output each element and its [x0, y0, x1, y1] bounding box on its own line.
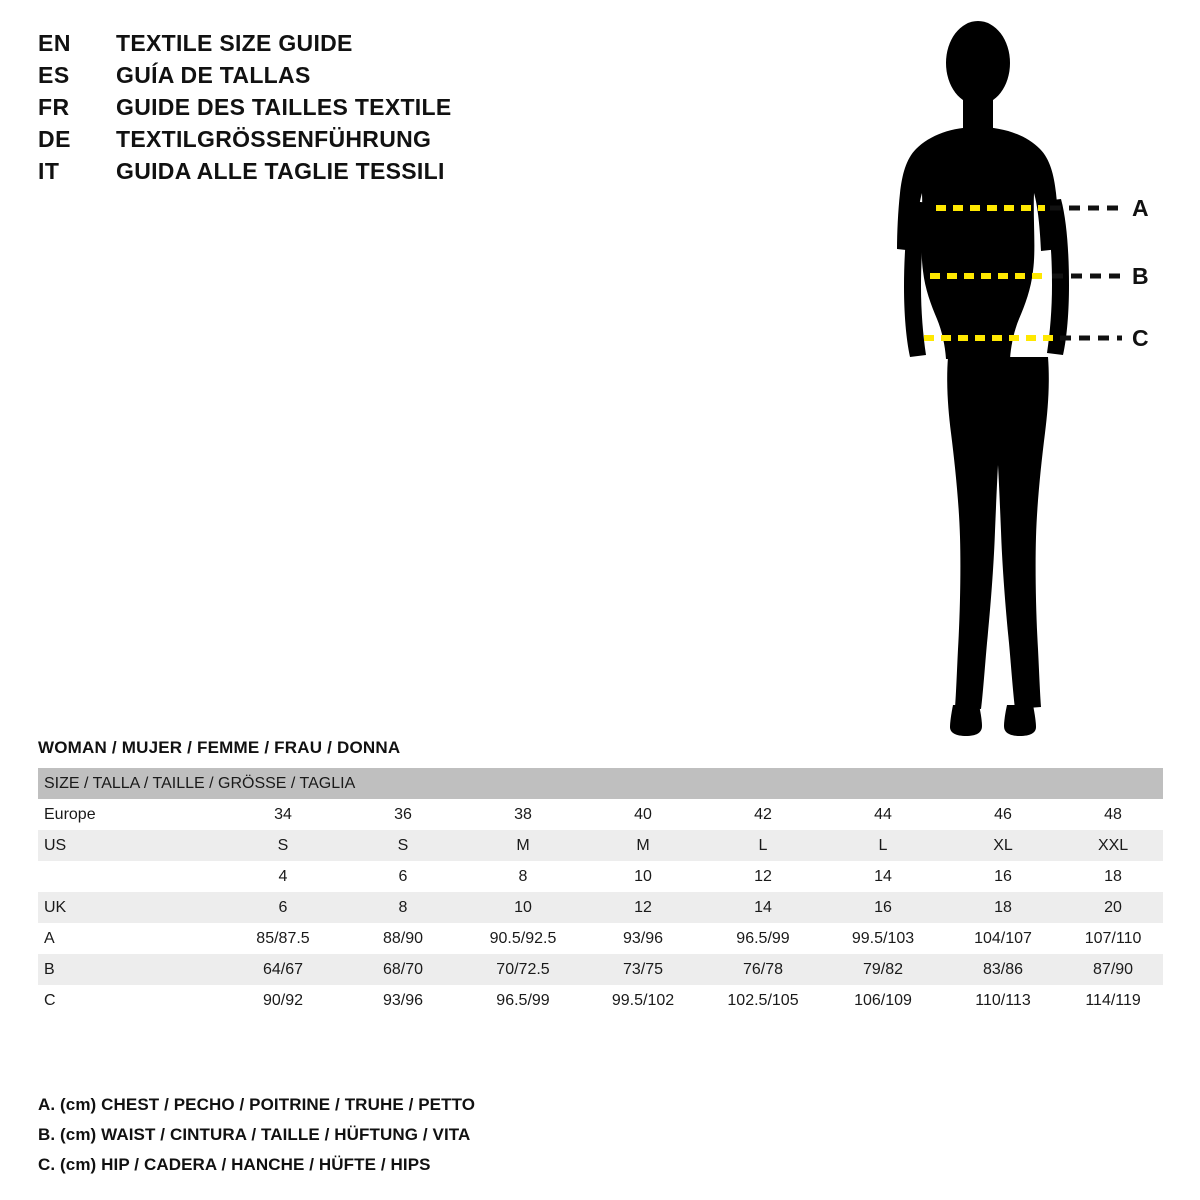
cell: 102.5/105	[703, 985, 823, 1016]
cell: 85/87.5	[223, 923, 343, 954]
cell: 8	[343, 892, 463, 923]
female-silhouette-icon	[860, 15, 1190, 745]
title-text-es: GUÍA DE TALLAS	[116, 62, 311, 88]
section-heading-woman: WOMAN / MUJER / FEMME / FRAU / DONNA	[38, 738, 401, 757]
cell: 64/67	[223, 954, 343, 985]
cell: 16	[943, 861, 1063, 892]
cell: 20	[1063, 892, 1163, 923]
table-row	[38, 923, 1163, 954]
title-row-fr	[38, 94, 678, 126]
cell: 36	[343, 799, 463, 830]
cell: M	[583, 830, 703, 861]
cell: S	[223, 830, 343, 861]
title-row-en	[38, 30, 678, 62]
table-row	[38, 799, 1163, 830]
cell: S	[343, 830, 463, 861]
size-table	[38, 768, 1163, 1016]
title-row-it	[38, 158, 678, 190]
table-row	[38, 892, 1163, 923]
cell: 106/109	[823, 985, 943, 1016]
cell: 76/78	[703, 954, 823, 985]
cell: XXL	[1063, 830, 1163, 861]
cell: 90/92	[223, 985, 343, 1016]
cell: 104/107	[943, 923, 1063, 954]
legend-line-c: C. (cm) HIP / CADERA / HANCHE / HÜFTE / HIPS	[38, 1155, 431, 1174]
legend-line-b: B. (cm) WAIST / CINTURA / TAILLE / HÜFTUNG / VITA	[38, 1125, 471, 1144]
table-row	[38, 954, 1163, 985]
cell: 14	[823, 861, 943, 892]
cell: 6	[343, 861, 463, 892]
row-label-b: B	[38, 954, 223, 985]
title-row-de	[38, 126, 678, 158]
size-table-section	[38, 738, 1163, 1016]
cell: 93/96	[343, 985, 463, 1016]
measure-label-c: C	[1132, 325, 1149, 351]
cell: 4	[223, 861, 343, 892]
language-code-es: ES	[38, 62, 70, 88]
language-code-fr: FR	[38, 94, 70, 120]
cell: 18	[943, 892, 1063, 923]
cell: 6	[223, 892, 343, 923]
cell: 93/96	[583, 923, 703, 954]
row-label-europe: Europe	[38, 799, 223, 830]
cell: L	[703, 830, 823, 861]
measure-label-a: A	[1132, 195, 1149, 221]
cell: 70/72.5	[463, 954, 583, 985]
language-code-en: EN	[38, 30, 71, 56]
cell: 96.5/99	[463, 985, 583, 1016]
cell: 18	[1063, 861, 1163, 892]
row-label-a: A	[38, 923, 223, 954]
cell: 42	[703, 799, 823, 830]
cell: 68/70	[343, 954, 463, 985]
measurement-figure	[860, 15, 1190, 745]
cell: 90.5/92.5	[463, 923, 583, 954]
cell: 10	[583, 861, 703, 892]
cell: 38	[463, 799, 583, 830]
cell: M	[463, 830, 583, 861]
cell: 87/90	[1063, 954, 1163, 985]
title-row-es	[38, 62, 678, 94]
cell: L	[823, 830, 943, 861]
language-code-de: DE	[38, 126, 71, 152]
cell: 40	[583, 799, 703, 830]
cell: 96.5/99	[703, 923, 823, 954]
row-label-us: US	[38, 830, 223, 861]
cell: 16	[823, 892, 943, 923]
cell: 12	[703, 861, 823, 892]
title-text-it: GUIDA ALLE TAGLIE TESSILI	[116, 158, 445, 184]
language-code-it: IT	[38, 158, 60, 184]
title-text-de: TEXTILGRÖSSENFÜHRUNG	[116, 126, 432, 152]
legend-line-a: A. (cm) CHEST / PECHO / POITRINE / TRUHE / PETTO	[38, 1095, 476, 1114]
cell: 12	[583, 892, 703, 923]
cell: XL	[943, 830, 1063, 861]
table-row	[38, 861, 1163, 892]
measurement-legend	[38, 1090, 738, 1180]
cell: 14	[703, 892, 823, 923]
cell: 107/110	[1063, 923, 1163, 954]
cell: 110/113	[943, 985, 1063, 1016]
table-row	[38, 985, 1163, 1016]
table-header-row	[38, 768, 1163, 799]
title-text-en: TEXTILE SIZE GUIDE	[116, 30, 353, 56]
size-header-cell: SIZE / TALLA / TAILLE / GRÖSSE / TAGLIA	[38, 768, 1163, 799]
cell: 48	[1063, 799, 1163, 830]
row-label-uk: UK	[38, 892, 223, 923]
title-text-fr: GUIDE DES TAILLES TEXTILE	[116, 94, 452, 120]
cell: 79/82	[823, 954, 943, 985]
cell: 88/90	[343, 923, 463, 954]
cell: 10	[463, 892, 583, 923]
cell: 34	[223, 799, 343, 830]
cell: 99.5/103	[823, 923, 943, 954]
cell: 114/119	[1063, 985, 1163, 1016]
measure-label-b: B	[1132, 263, 1149, 289]
cell: 73/75	[583, 954, 703, 985]
cell: 83/86	[943, 954, 1063, 985]
row-label-c: C	[38, 985, 223, 1016]
table-row	[38, 830, 1163, 861]
title-block	[38, 30, 678, 190]
cell: 99.5/102	[583, 985, 703, 1016]
cell: 8	[463, 861, 583, 892]
cell: 44	[823, 799, 943, 830]
cell: 46	[943, 799, 1063, 830]
row-label-us-numeric	[38, 861, 223, 892]
